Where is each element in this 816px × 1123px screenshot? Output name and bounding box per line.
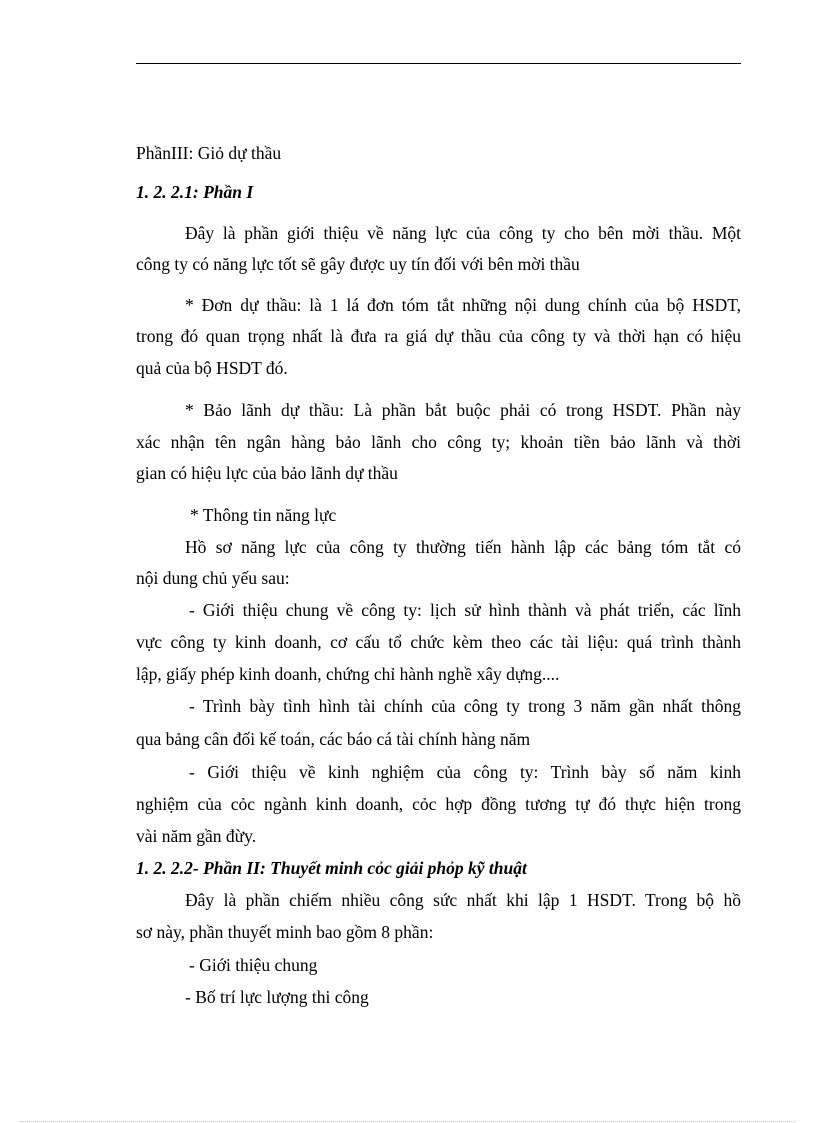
section-title: PhầnIII: Giỏ dự thầu bbox=[136, 143, 282, 163]
paragraph-technical-line2: sơ này, phần thuyết minh bao gồm 8 phần: bbox=[136, 922, 434, 942]
paragraph-profile-line1: Hồ sơ năng lực của công ty thường tiến hành lập các bảng tóm tắt có bbox=[185, 537, 741, 557]
bullet-finance-line2: qua bảng cân đối kế toán, các báo cá tài chính hàng năm bbox=[136, 729, 531, 749]
header-rule bbox=[136, 63, 741, 64]
paragraph-guarantee-line1: * Bảo lãnh dự thầu: Là phần bắt buộc phải có trong HSDT. Phần này bbox=[185, 400, 741, 420]
paragraph-bid-form-line2: trong đó quan trọng nhất là đưa ra giá dự thầu của công ty và thời hạn có hiệu bbox=[136, 326, 741, 346]
paragraph-bid-form-line3: quả của bộ HSDT đó. bbox=[136, 358, 288, 378]
paragraph-guarantee-line3: gian có hiệu lực của bảo lãnh dự thầu bbox=[136, 463, 398, 483]
paragraph-guarantee-line2: xác nhận tên ngân hàng bảo lãnh cho công ty; khoản tiền bảo lãnh và thời bbox=[136, 432, 741, 452]
paragraph-intro-line2: công ty có năng lực tốt sẽ gây được uy tín đối với bên mời thầu bbox=[136, 254, 580, 274]
paragraph-profile-line2: nội dung chủ yếu sau: bbox=[136, 568, 290, 588]
paragraph-bid-form-line1: * Đơn dự thầu: là 1 lá đơn tóm tắt những nội dung chính của bộ HSDT, bbox=[185, 295, 741, 315]
bullet-company-intro-line3: lập, giấy phép kinh doanh, chứng chỉ hành nghề xây dựng.... bbox=[136, 664, 560, 684]
heading-part-1: 1. 2. 2.1: Phần I bbox=[136, 182, 254, 202]
heading-part-2: 1. 2. 2.2- Phần II: Thuyết minh cỏc giải phỏp kỹ thuật bbox=[136, 858, 527, 878]
bullet-experience-line1: - Giới thiệu về kinh nghiệm của công ty: Trình bày số năm kinh bbox=[189, 762, 741, 782]
list-item-construction-forces: - Bố trí lực lượng thi công bbox=[185, 987, 369, 1007]
paragraph-technical-line1: Đây là phần chiếm nhiều công sức nhất khi lập 1 HSDT. Trong bộ hồ bbox=[185, 890, 741, 910]
bullet-experience-line2: nghiệm của cỏc ngành kinh doanh, cỏc hợp đồng tương tự đó thực hiện trong bbox=[136, 794, 741, 814]
bullet-company-intro-line2: vực công ty kinh doanh, cơ cấu tổ chức kèm theo các tài liệu: quá trình thành bbox=[136, 632, 741, 652]
footer-rule bbox=[20, 1121, 796, 1122]
paragraph-intro-line1: Đây là phần giới thiệu về năng lực của công ty cho bên mời thầu. Một bbox=[185, 223, 741, 243]
bullet-finance-line1: - Trình bày tình hình tài chính của công ty trong 3 năm gần nhất thông bbox=[189, 696, 741, 716]
bullet-company-intro-line1: - Giới thiệu chung về công ty: lịch sử hình thành và phát triển, các lĩnh bbox=[189, 600, 741, 620]
bullet-experience-line3: vài năm gần đừy. bbox=[136, 826, 257, 846]
list-item-general-intro: - Giới thiệu chung bbox=[189, 955, 318, 975]
paragraph-capacity-info: * Thông tin năng lực bbox=[190, 505, 337, 525]
